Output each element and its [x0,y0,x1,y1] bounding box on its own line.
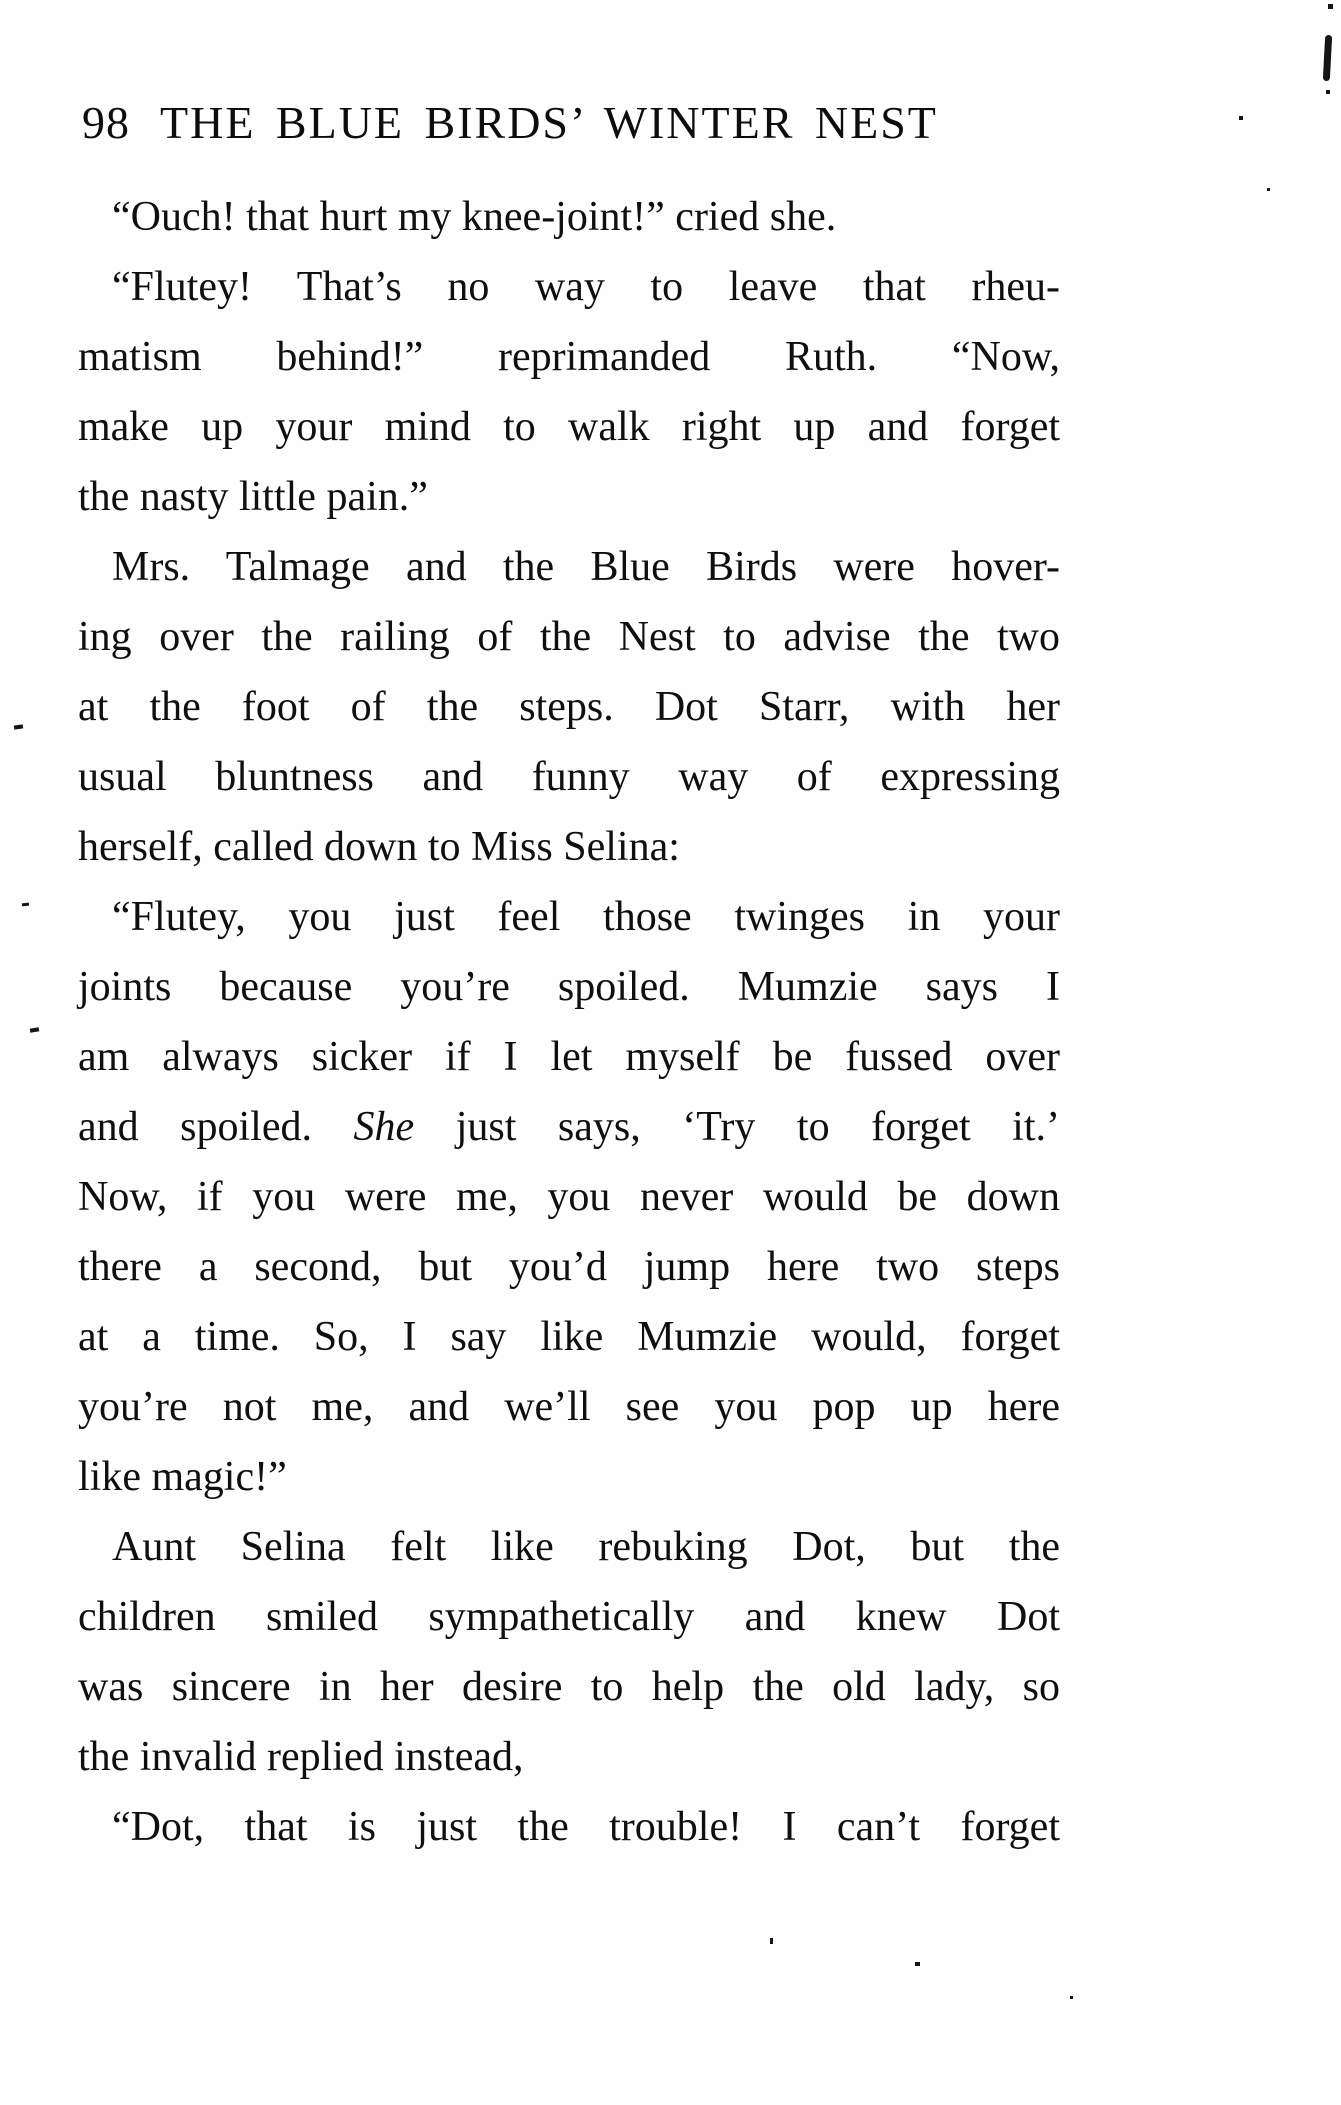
text-line: Aunt Selina felt like rebuking Dot, but the [112,1524,1060,1570]
text-line: usual bluntness and funny way of expressing [78,754,1060,800]
ink-speck [915,1962,920,1966]
ink-speck [1267,188,1270,191]
ink-speck [14,724,23,729]
text-line: at the foot of the steps. Dot Starr, with her [78,684,1060,730]
ink-speck [22,903,29,907]
page-header [82,98,938,148]
text-line: the invalid replied instead, [78,1734,524,1780]
page-number: 98 [82,97,130,148]
text-line: “Ouch! that hurt my knee-joint!” cried she. [112,194,837,240]
text-line: matism behind!” reprimanded Ruth. “Now, [78,334,1060,380]
text-line: children smiled sympathetically and knew Dot [78,1594,1060,1640]
body-text [78,182,1060,1862]
text-line: herself, called down to Miss Selina: [78,824,680,870]
text-line: “Flutey, you just feel those twinges in your [112,894,1060,940]
text-line: “Dot, that is just the trouble! I can’t forget [112,1804,1060,1850]
text-line: Now, if you were me, you never would be down [78,1174,1060,1220]
italic-word: She [353,1104,415,1150]
text-segment: just says, ‘Try to forget it.’ [414,1104,1060,1150]
ink-speck [1239,116,1243,120]
text-line: was sincere in her desire to help the old lady, so [78,1664,1060,1710]
text-line: Mrs. Talmage and the Blue Birds were hover- [112,544,1060,590]
text-segment: and spoiled. [78,1104,354,1150]
ink-speck [30,1027,40,1033]
text-line: “Flutey! That’s no way to leave that rheu- [112,264,1060,310]
text-line: like magic!” [78,1454,287,1500]
text-line [78,1092,1060,1162]
ink-speck [1070,1996,1073,1999]
ink-speck [1328,4,1333,9]
text-line: at a time. So, I say like Mumzie would, forget [78,1314,1060,1360]
text-line: ing over the railing of the Nest to advise the two [78,614,1060,660]
ink-speck [770,1938,773,1944]
text-line: you’re not me, and we’ll see you pop up here [78,1384,1060,1430]
ink-smudge [1323,35,1332,81]
text-line: joints because you’re spoiled. Mumzie says I [78,964,1060,1010]
text-line: the nasty little pain.” [78,474,428,520]
text-line: make up your mind to walk right up and forget [78,404,1060,450]
text-line: there a second, but you’d jump here two steps [78,1244,1060,1290]
ink-speck [1326,90,1330,94]
text-line: am always sicker if I let myself be fussed over [78,1034,1060,1080]
running-title: THE BLUE BIRDS’ WINTER NEST [160,97,938,148]
